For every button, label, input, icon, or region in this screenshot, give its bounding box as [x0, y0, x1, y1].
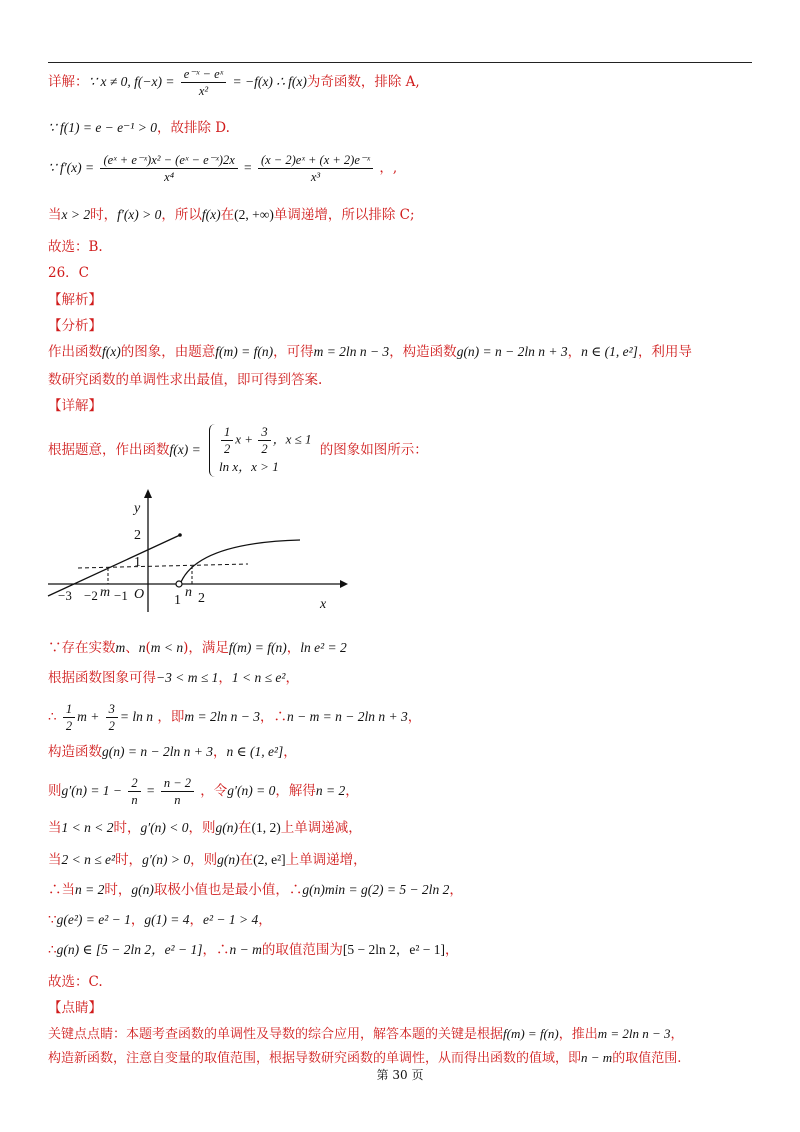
- detail-line-8: 当2 < n ≤ e²时，g′(n) > 0，则g(n)在(2, e²]上单调递增，: [48, 852, 367, 868]
- analysis-line-2: 数研究函数的单调性求出最值，即可得到答案.: [48, 372, 323, 388]
- key-point-line-1: 关键点点睛：本题考查函数的单调性及导数的综合应用，解答本题的关键是根据f(m) = f(n)，推出m = 2ln n − 3，: [48, 1026, 684, 1042]
- x-tick-neg2: −2: [84, 588, 98, 603]
- x-label: x: [320, 597, 327, 612]
- x-tick-neg1: −1: [114, 588, 128, 603]
- detail-line-7: 当1 < n < 2时，g′(n) < 0，则g(n)在(1, 2)上单调递减，: [48, 820, 362, 836]
- linear-piece-endpoint: [178, 533, 182, 537]
- y-label: y: [134, 501, 141, 516]
- dashed-level-line: [78, 564, 248, 568]
- detail-line-4: ∴ $\frac{1}{2}$ m + $\frac{3}{2}$ = ln n ，即m = 2ln n − 3，∴n − m = n − 2ln n + 3，: [48, 702, 422, 733]
- solution-line-increasing: 当x > 2时，f′(x) > 0，所以f(x)在(2, +∞)单调递增，所以排除 C;: [48, 207, 415, 223]
- page-footer: 第 30 页: [376, 1068, 424, 1082]
- x-tick-2: 2: [198, 591, 205, 606]
- key-point-line-2: 构造新函数，注意自变量的取值范围，根据导数研究函数的单调性，从而得出函数的值域，即n − m的取值范围.: [48, 1050, 682, 1066]
- piecewise-brace: $\frac{1}{2}$ x + $\frac{3}{2}$ ，x ≤ 1 ln x，x > 1: [209, 424, 311, 477]
- tag-dianjing: 【点睛】: [48, 1000, 102, 1016]
- solution-line-odd-function: 详解：∵ x ≠ 0, f(−x) = $\frac{\text{e⁻ˣ − eˣ}}{\text{x²}}$ = −f(x) ∴ f(x)为奇函数，排除 A,: [48, 67, 420, 98]
- piecewise-definition-line: 根据题意，作出函数f(x) = $\frac{1}{2}$ x + $\frac{3}{2}$ ，x ≤ 1 ln x，x > 1 的图象如图所示：: [48, 424, 428, 477]
- top-rule: [48, 62, 752, 63]
- linear-piece: [48, 535, 180, 596]
- detail-line-2: ∵存在实数m、n(m < n)，满足f(m) = f(n)，ln e² = 2: [48, 640, 347, 656]
- detail-line-9: ∴当n = 2时，g(n)取极小值也是最小值，∴g(n)min = g(2) = 5 − 2ln 2，: [48, 882, 463, 898]
- x-tick-neg3: −3: [58, 588, 72, 603]
- y-tick-2: 2: [134, 528, 141, 543]
- tag-fenxi: 【分析】: [48, 318, 102, 334]
- log-piece: [181, 540, 300, 582]
- x-axis-arrow: [340, 580, 348, 588]
- detail-line-11: ∴g(n) ∈ [5 − 2ln 2，e² − 1]，∴n − m的取值范围为[5 − 2ln 2，e² − 1]，: [48, 942, 459, 958]
- analysis-line-1: 作出函数f(x)的图象，由题意f(m) = f(n)，可得m = 2ln n − 3，构造函数g(n) = n − 2ln n + 3，n ∈ (1, e²]，利用导: [48, 344, 692, 360]
- answer-line-c: 故选：C.: [48, 974, 103, 990]
- solution-line-derivative: ∵ f′(x) = $\frac{\text{(eˣ + e⁻ˣ)x² − (eˣ − e⁻ˣ)2x}}{\text{x⁴}}$ = $\frac{\text{(x − 2)eˣ + (x + 2)e⁻ˣ}}{\text{x³}}$ ，,: [48, 153, 398, 184]
- tag-xiangjie: 【详解】: [48, 398, 102, 414]
- detail-line-6: 则g′(n) = 1 − $\frac{2}{n}$ = $\frac{n - 2}{n}$ ，令g′(n) = 0，解得n = 2，: [48, 776, 359, 807]
- tag-jiexi: 【解析】: [48, 292, 102, 308]
- x-tick-m: m: [100, 585, 111, 600]
- y-tick-1: 1: [134, 555, 141, 570]
- detail-line-3: 根据函数图象可得−3 < m ≤ 1，1 < n ≤ e²，: [48, 670, 299, 686]
- detail-line-10: ∵g(e²) = e² − 1，g(1) = 4，e² − 1 > 4，: [48, 912, 272, 928]
- x-tick-n: n: [185, 585, 192, 600]
- function-graph: [42, 486, 352, 616]
- open-circle-at-1: [176, 581, 182, 587]
- answer-line-b: 故选：B.: [48, 239, 103, 255]
- solution-line-exclude-d: ∵ f(1) = e − e⁻¹ > 0，故排除 D.: [48, 120, 230, 136]
- detail-line-5: 构造函数g(n) = n − 2ln n + 3，n ∈ (1, e²]，: [48, 744, 297, 760]
- y-axis-arrow: [144, 489, 152, 498]
- x-tick-1: 1: [174, 593, 181, 608]
- question-number: 26．C: [48, 265, 90, 281]
- origin-label: O: [134, 587, 145, 602]
